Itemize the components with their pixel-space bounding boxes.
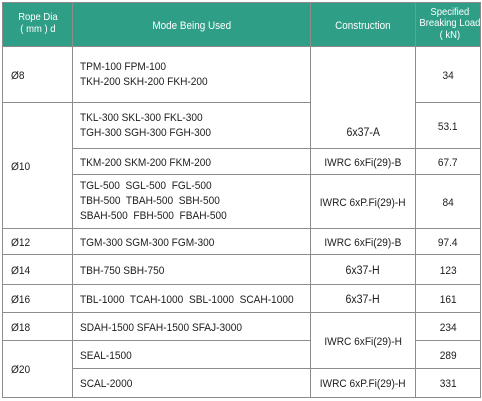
table-row — [3, 229, 481, 255]
mode-cell — [73, 285, 311, 313]
mode-cell — [73, 47, 311, 103]
table-row — [3, 313, 481, 341]
mode-value: SDAH-1500 SFAH-1500 SFAJ-3000 — [80, 321, 243, 334]
header-breaking-load — [416, 3, 481, 47]
breaking-load-cell — [416, 369, 481, 398]
breaking-load-value: 67.7 — [438, 156, 458, 169]
rope-dia-cell — [3, 341, 73, 398]
rope-dia-value: Ø14 — [11, 264, 31, 277]
mode-cell — [73, 369, 311, 398]
breaking-load-value: 84 — [442, 196, 454, 209]
header-rope-dia-label: Rope Dia ( mm ) d — [17, 11, 58, 35]
table-row — [3, 369, 481, 398]
mode-value: TGM-300 SGM-300 FGM-300 — [80, 236, 215, 249]
table-row — [3, 175, 481, 229]
rope-dia-value: Ø20 — [11, 364, 31, 376]
breaking-load-cell — [416, 255, 481, 285]
rope-dia-value: Ø8 — [11, 69, 25, 82]
rope-dia-cell — [3, 47, 73, 103]
mode-value: TKL-300 SKL-300 FKL-300 TGH-300 SGH-300 FGH-300 — [80, 111, 212, 139]
mode-cell — [73, 341, 311, 369]
mode-cell — [73, 175, 311, 229]
rope-dia-cell — [3, 103, 73, 229]
rope-dia-cell — [3, 229, 73, 255]
rope-spec-table — [2, 2, 481, 398]
breaking-load-cell — [416, 103, 481, 149]
construction-cell — [311, 47, 416, 149]
mode-value: TGL-500 SGL-500 FGL-500 TBH-500 TBAH-500 SBH-500 SBAH-500 FBH-500 FBAH-500 — [80, 180, 227, 222]
mode-value: SCAL-2000 — [80, 378, 133, 390]
mode-value: TBL-1000 TCAH-1000 SBL-1000 SCAH-1000 — [80, 293, 294, 306]
construction-cell — [311, 229, 416, 255]
breaking-load-cell — [416, 149, 481, 175]
construction-cell — [311, 285, 416, 313]
rope-dia-value: Ø16 — [11, 293, 31, 306]
table-row — [3, 285, 481, 313]
mode-cell — [73, 103, 311, 149]
rope-dia-cell — [3, 313, 73, 341]
breaking-load-cell — [416, 285, 481, 313]
header-construction-label: Construction — [335, 19, 391, 32]
breaking-load-value: 53.1 — [438, 120, 458, 133]
construction-cell — [311, 175, 416, 229]
table-row — [3, 47, 481, 103]
rope-dia-value: Ø12 — [11, 236, 31, 249]
construction-value: IWRC 6xP.Fi(29)-H — [320, 196, 406, 209]
header-mode-label: Mode Being Used — [152, 19, 231, 32]
rope-dia-cell — [3, 285, 73, 313]
breaking-load-value: 97.4 — [438, 236, 458, 249]
table-row — [3, 255, 481, 285]
construction-value: IWRC 6xFi(29)-H — [324, 335, 402, 348]
mode-cell — [73, 313, 311, 341]
mode-value: TKM-200 SKM-200 FKM-200 — [80, 156, 212, 169]
header-mode — [73, 3, 311, 47]
breaking-load-cell — [416, 229, 481, 255]
breaking-load-value: 331 — [439, 378, 457, 390]
breaking-load-cell — [416, 47, 481, 103]
breaking-load-value: 289 — [439, 349, 457, 362]
rope-dia-value: Ø10 — [11, 160, 31, 173]
mode-cell — [73, 149, 311, 175]
header-construction — [311, 3, 416, 47]
mode-cell — [73, 255, 311, 285]
construction-value: IWRC 6xP.Fi(29)-H — [320, 378, 406, 390]
construction-cell — [311, 313, 416, 369]
breaking-load-value: 234 — [439, 321, 457, 334]
construction-value: 6x37-A — [346, 127, 380, 139]
breaking-load-cell — [416, 313, 481, 341]
breaking-load-value: 123 — [439, 264, 457, 277]
construction-value: 6x37-H — [345, 293, 381, 306]
rope-dia-cell — [3, 255, 73, 285]
mode-cell — [73, 229, 311, 255]
rope-dia-value: Ø18 — [11, 321, 31, 334]
construction-value: IWRC 6xFi(29)-B — [324, 236, 402, 249]
breaking-load-value: 161 — [439, 293, 457, 306]
table-row — [3, 149, 481, 175]
breaking-load-value: 34 — [442, 69, 454, 82]
header-rope-dia — [3, 3, 73, 47]
header-breaking-load-label: Specified Breaking Load ( kN) — [419, 5, 481, 41]
mode-value: SEAL-1500 — [80, 349, 132, 362]
construction-cell — [311, 369, 416, 398]
table-header-row — [3, 3, 481, 47]
mode-value: TPM-100 FPM-100 TKH-200 SKH-200 FKH-200 — [80, 60, 208, 88]
mode-value: TBH-750 SBH-750 — [80, 264, 165, 277]
construction-cell — [311, 255, 416, 285]
construction-value: 6x37-H — [345, 264, 381, 277]
construction-value: IWRC 6xFi(29)-B — [324, 156, 402, 169]
breaking-load-cell — [416, 175, 481, 229]
construction-cell — [311, 149, 416, 175]
breaking-load-cell — [416, 341, 481, 369]
